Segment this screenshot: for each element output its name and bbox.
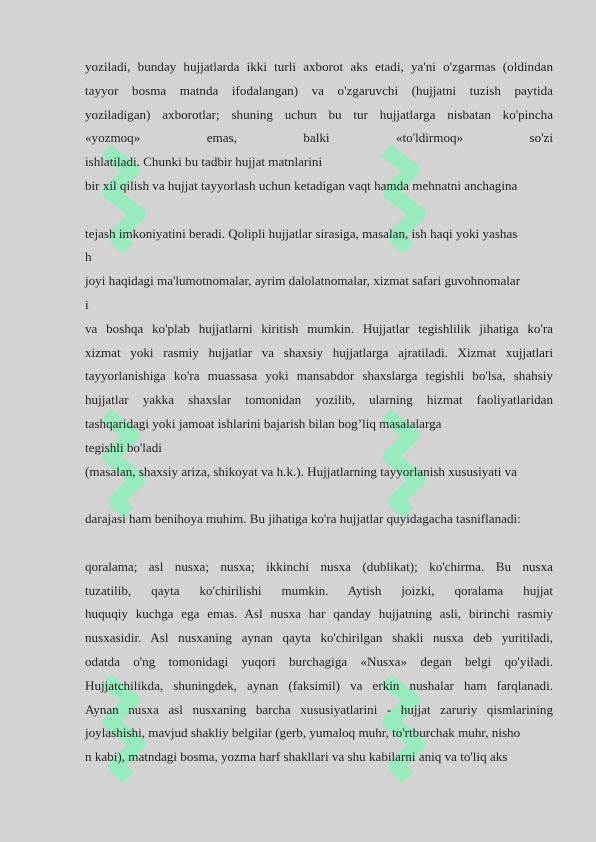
text-line: huquqiy kuchga ega emas. Asl nusxa har qanday hujjatning asli, birinchi rasmiy [85, 606, 553, 622]
text-line: h [85, 249, 92, 265]
text-line: yoziladi, bunday hujjatlarda ikki turli axborot aks etadi, ya'ni o'zgarmas (oldindan [85, 59, 553, 74]
text-line: yoziladigan) axborotlar; shuning uchun bu tur hujjatlarga nisbatan ko'pincha [85, 106, 553, 122]
document-body [85, 55, 553, 769]
blank-line [85, 198, 553, 222]
text-line: tayyorlanishiga ko'ra muassasa yoki mansabdor shaxslarga tegishli bo'lsa, shahsiy [85, 368, 553, 384]
text-line: tegishli bo'ladi [85, 439, 162, 455]
blank-line [85, 531, 553, 555]
text-line: ishlatiladi. Chunki bu tadbir hujjat matnlarini [85, 154, 323, 170]
text-line: xizmat yoki rasmiy hujjatlar va shaxsiy hujjatlarga ajratiladi. Xizmat xujjatlari [85, 344, 553, 360]
text-line: nusxasidir. Asl nusxaning aynan qayta ko'chirilgan shakli nusxa deb yuritiladi, [85, 630, 553, 646]
text-line: joylashishi, mavjud shakliy belgilar (gerb, yumaloq muhr, to'rtburchak muhr, nisho [85, 725, 521, 741]
text-line: odatda o'ng tomonidagi yuqori burchagiga «Nusxa» degan belgi qo'yiladi. [85, 653, 553, 669]
text-line: tayyor bosma matnda ifodalangan) va o'zgaruvchi (hujjatni tuzish paytida [85, 82, 553, 98]
text-line: Aynan nusxa asl nusxaning barcha xususiyatlarini - hujjat zaruriy qismlarining [85, 701, 553, 717]
text-line: tashqaridagi yoki jamoat ishlarini bajarish bilan bog’liq masalalarga [85, 415, 442, 431]
text-line: va boshqa ko'plab hujjatlarni kiritish mumkin. Hujjatlar tegishlilik jihatiga ko'ra [85, 320, 553, 336]
text-line: n kabi), matndagi bosma, yozma harf shakllari va shu kabilarni aniq va to'liq aks [85, 749, 508, 765]
text-line: joyi haqidagi ma'lumotnomalar, ayrim dalolatnomalar, xizmat safari guvohnomalar [85, 273, 521, 289]
text-line: hujjatlar yakka shaxslar tomonidan yozilib, ularning hizmat faoliyatlaridan [85, 392, 553, 408]
text-line: bir xil qilish va hujjat tayyorlash uchun ketadigan vaqt hamda mehnatni anchagina [85, 177, 518, 193]
blank-line [85, 483, 553, 507]
text-line: i [85, 296, 89, 312]
text-line: tejash imkoniyatini beradi. Qolipli hujjatlar sirasiga, masalan, ish haqi yoki yashas [85, 225, 518, 241]
text-line: Hujjatchilikda, shuningdek, aynan (faksimil) va erkin nushalar ham farqlanadi. [85, 677, 553, 693]
text-line: qoralama; asl nusxa; nusxa; ikkinchi nusxa (dublikat); ko'chirma. Bu nusxa [85, 558, 553, 574]
text-line: «yozmoq» emas, balki «to'ldirmoq» so'zi [85, 130, 553, 146]
text-line: darajasi ham benihoya muhim. Bu jihatiga ko'ra hujjatlar quyidagacha tasniflanadi: [85, 511, 521, 527]
text-line: tuzatilib, qayta ko'chirilishi mumkin. Aytish joizki, qoralama hujjat [85, 582, 553, 598]
text-line: (masalan, shaxsiy ariza, shikoyat va h.k.). Hujjatlarning tayyorlanish xususiyati va [85, 463, 517, 479]
